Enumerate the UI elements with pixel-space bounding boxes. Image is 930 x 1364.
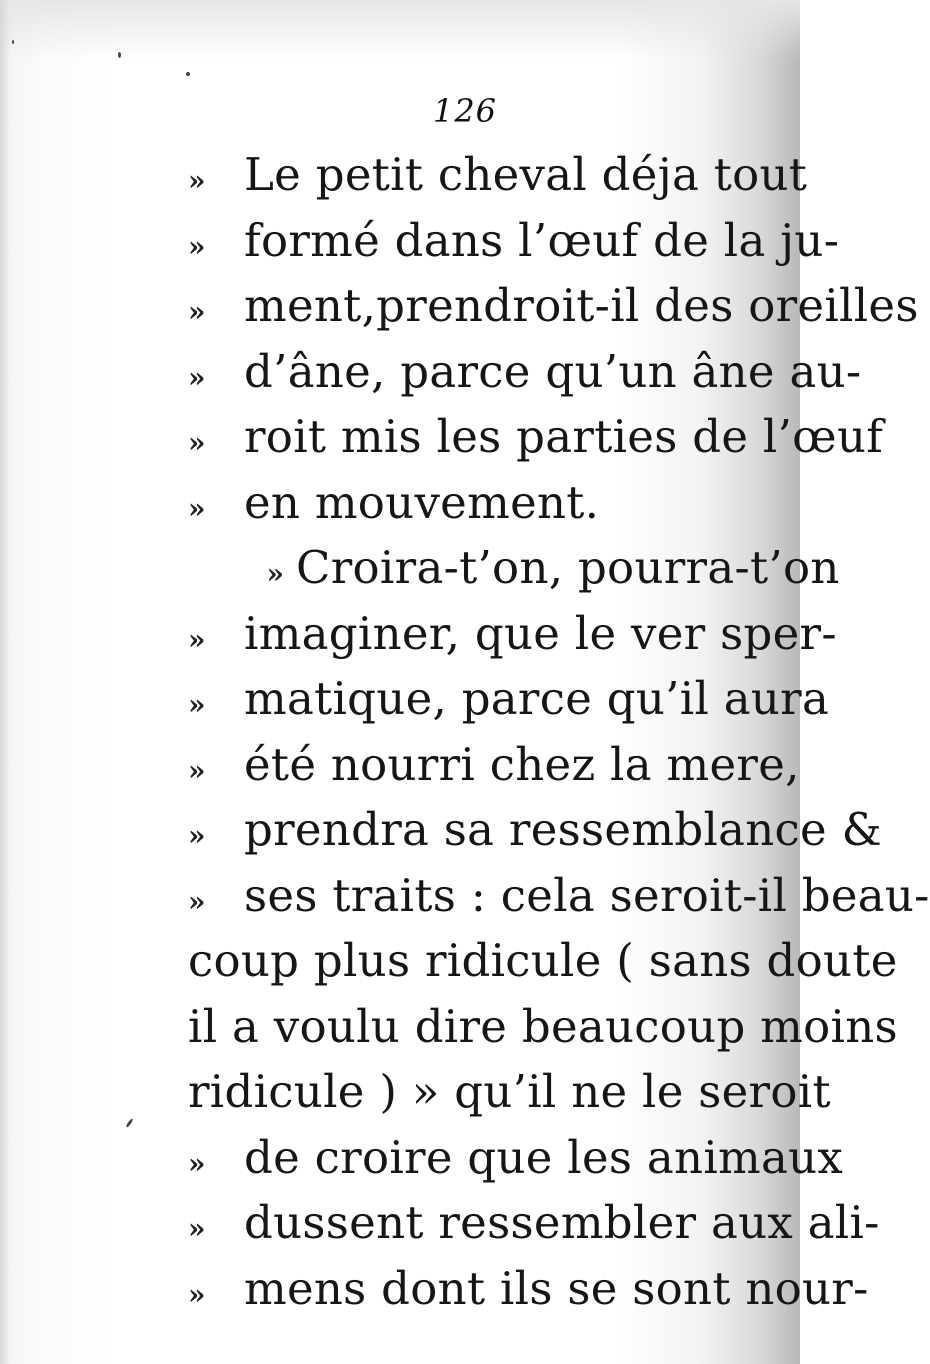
text-line-4 (188, 339, 862, 405)
line-text: de croire que les animaux (244, 1130, 844, 1184)
quote-mark: » (188, 360, 206, 394)
text-line-15 (188, 1059, 831, 1125)
line-text: d’âne, parce qu’un âne au- (244, 344, 862, 398)
line-text: ridicule ) » qu’il ne le seroit (188, 1065, 831, 1118)
line-text: roit mis les parties de l’œuf (244, 410, 884, 463)
line-text: Le petit cheval déja tout (244, 148, 808, 201)
ink-speck (118, 52, 121, 58)
quote-mark: » (266, 557, 284, 590)
line-text: matique, parce qu’il aura (244, 672, 830, 725)
quote-mark: » (188, 688, 206, 721)
body-text (188, 142, 930, 1321)
quote-mark: » (188, 1277, 206, 1311)
quote-mark: » (188, 426, 206, 459)
line-text: Croira-t’on, pourra-t’on (296, 541, 840, 594)
line-text: ses traits : cela seroit-il beau- (244, 868, 930, 922)
ink-speck (186, 72, 190, 76)
text-line-9 (188, 666, 830, 732)
line-text: il a voulu dire beaucoup moins (188, 999, 898, 1053)
ink-speck (12, 40, 14, 44)
quote-mark: » (188, 164, 206, 197)
quote-mark: » (188, 819, 206, 852)
line-text: prendra sa ressemblance & (244, 803, 882, 856)
text-line-11 (188, 797, 882, 863)
text-line-10 (188, 732, 800, 798)
text-line-6 (188, 470, 758, 536)
line-text: dussent ressembler aux ali- (244, 1196, 880, 1249)
ink-speck (125, 1118, 133, 1128)
quote-mark: » (188, 491, 206, 525)
text-line-5 (188, 404, 884, 470)
text-line-7 (188, 535, 840, 601)
text-line-14 (188, 994, 898, 1060)
text-line-3 (188, 273, 919, 339)
text-line-2 (188, 208, 840, 274)
line-text: mens dont ils se sont nour- (244, 1261, 869, 1315)
line-text: coup plus ridicule ( sans doute (188, 934, 898, 987)
quote-mark: » (188, 1146, 206, 1180)
quote-mark: » (188, 1212, 206, 1245)
text-line-8 (188, 601, 837, 667)
text-line-18 (188, 1256, 869, 1322)
text-line-1 (188, 142, 808, 208)
line-text: imaginer, que le ver sper- (244, 606, 837, 660)
page-number: 126 (432, 92, 498, 130)
quote-mark: » (188, 229, 206, 263)
line-text: en mouvement. (244, 475, 600, 529)
text-line-17 (188, 1190, 880, 1256)
text-line-12 (188, 863, 930, 929)
quote-mark: » (188, 295, 206, 328)
line-text: été nourri chez la mere, (244, 737, 800, 791)
text-line-13 (188, 928, 898, 994)
line-text: formé dans l’œuf de la ju- (244, 213, 840, 267)
scan-top-shadow (0, 0, 800, 60)
text-line-16 (188, 1125, 844, 1191)
quote-mark: » (188, 753, 206, 787)
scan-left-edge (0, 0, 10, 1364)
line-text: ment,prendroit-il des oreilles (244, 279, 919, 332)
quote-mark: » (188, 622, 206, 656)
quote-mark: » (188, 884, 206, 918)
